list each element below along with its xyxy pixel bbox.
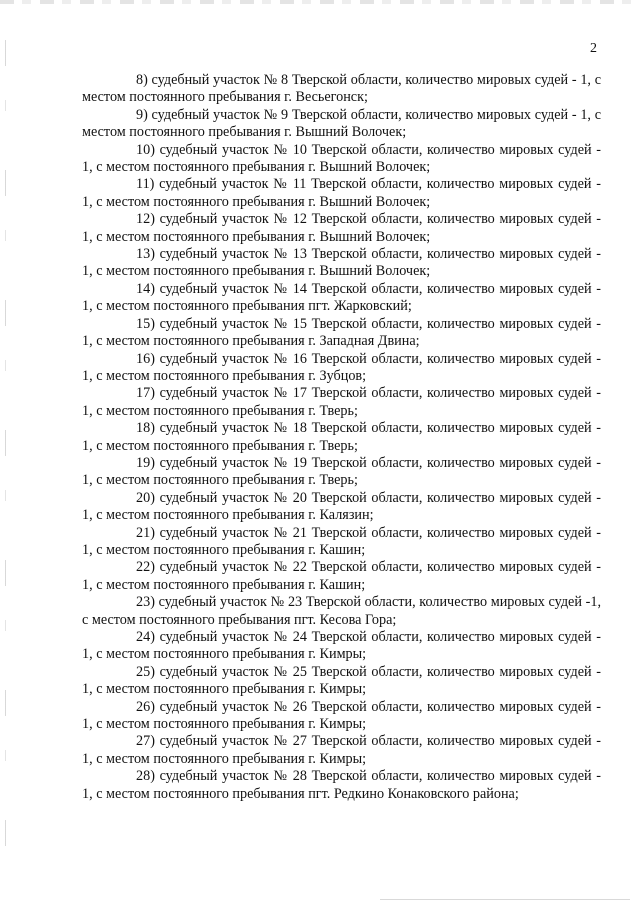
list-item-13: 13) судебный участок № 13 Тверской области, количество мировых судей - 1, с местом постоянного пребывания г. Вышний Волочек;	[82, 246, 601, 280]
list-item-27: 27) судебный участок № 27 Тверской области, количество мировых судей - 1, с местом постоянного пребывания г. Кимры;	[82, 733, 601, 767]
list-item-16: 16) судебный участок № 16 Тверской области, количество мировых судей - 1, с местом постоянного пребывания г. Зубцов;	[82, 350, 601, 384]
list-item-23: 23) судебный участок № 23 Тверской области, количество мировых судей -1, с местом постоянного пребывания пгт. Кесова Гора;	[82, 594, 601, 628]
scan-left-artifact	[5, 40, 6, 860]
list-item-28: 28) судебный участок № 28 Тверской области, количество мировых судей - 1, с местом постоянного пребывания пгт. Редкино Конаковского района;	[82, 768, 601, 802]
list-item-19: 19) судебный участок № 19 Тверской области, количество мировых судей - 1, с местом постоянного пребывания г. Тверь;	[82, 454, 601, 489]
scan-top-artifact	[0, 0, 640, 4]
list-item-26: 26) судебный участок № 26 Тверской области, количество мировых судей - 1, с местом постоянного пребывания г. Кимры;	[82, 698, 601, 733]
list-item-24: 24) судебный участок № 24 Тверской области, количество мировых судей - 1, с местом постоянного пребывания г. Кимры;	[82, 629, 601, 663]
document-body	[82, 72, 601, 803]
list-item-12: 12) судебный участок № 12 Тверской области, количество мировых судей - 1, с местом постоянного пребывания г. Вышний Волочек;	[82, 211, 601, 245]
list-item-14: 14) судебный участок № 14 Тверской области, количество мировых судей - 1, с местом постоянного пребывания пгт. Жарковский;	[82, 280, 601, 315]
list-item-21: 21) судебный участок № 21 Тверской области, количество мировых судей - 1, с местом постоянного пребывания г. Кашин;	[82, 524, 601, 558]
list-item-9: 9) судебный участок № 9 Тверской области, количество мировых судей - 1, с местом постоянного пребывания г. Вышний Волочек;	[82, 106, 601, 141]
list-item-25: 25) судебный участок № 25 Тверской области, количество мировых судей - 1, с местом постоянного пребывания г. Кимры;	[82, 663, 601, 698]
page-number: 2	[590, 41, 597, 56]
list-item-15: 15) судебный участок № 15 Тверской области, количество мировых судей - 1, с местом постоянного пребывания г. Западная Двина;	[82, 315, 601, 350]
list-item-11: 11) судебный участок № 11 Тверской области, количество мировых судей - 1, с местом постоянного пребывания г. Вышний Волочек;	[82, 176, 601, 210]
list-item-8: 8) судебный участок № 8 Тверской области, количество мировых судей - 1, с местом постоянного пребывания г. Весьегонск;	[82, 72, 601, 106]
list-item-10: 10) судебный участок № 10 Тверской области, количество мировых судей - 1, с местом постоянного пребывания г. Вышний Волочек;	[82, 141, 601, 176]
list-item-17: 17) судебный участок № 17 Тверской области, количество мировых судей - 1, с местом постоянного пребывания г. Тверь;	[82, 385, 601, 419]
list-item-20: 20) судебный участок № 20 Тверской области, количество мировых судей - 1, с местом постоянного пребывания г. Калязин;	[82, 489, 601, 524]
list-item-22: 22) судебный участок № 22 Тверской области, количество мировых судей - 1, с местом постоянного пребывания г. Кашин;	[82, 559, 601, 593]
list-item-18: 18) судебный участок № 18 Тверской области, количество мировых судей - 1, с местом постоянного пребывания г. Тверь;	[82, 420, 601, 454]
scan-bottom-artifact	[380, 899, 630, 900]
